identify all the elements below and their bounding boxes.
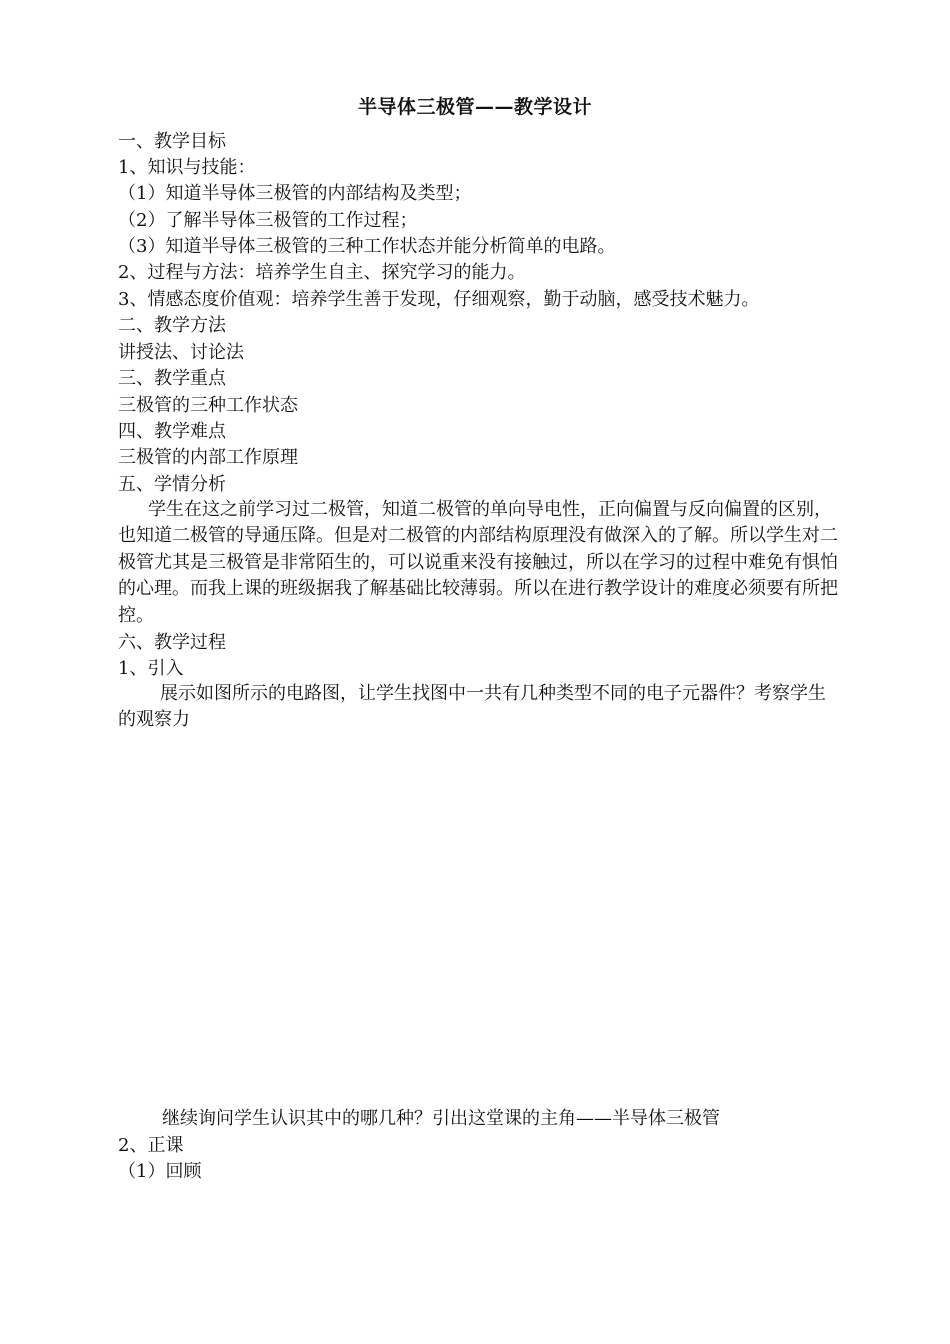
learner-analysis-paragraph [118,497,840,629]
main-lesson-item-review: （1）回顾 [118,1161,202,1182]
learner-analysis-text: 学生在这之前学习过二极管，知道二极管的单向导电性，正向偏置与反向偏置的区别，也知道二极管的导通压降。但是对二极管的内部结构原理没有做深入的了解。所以学生对二极管尤其是三极管是非常陌生的，可以说重来没有接触过，所以在学习的过程中难免有惧怕的心理。而我上课的班级据我了解基础比较薄弱。所以在进行教学设计的难度必须要有所把控。 [118,499,838,626]
subsection-process-method: 2、过程与方法：培养学生自主、探究学习的能力。 [118,262,526,283]
section-heading-key-points: 三、教学重点 [118,368,226,389]
methods-body: 讲授法、讨论法 [118,342,244,363]
document-title: 半导体三极管——教学设计 [357,96,592,118]
subsection-introduction: 1、引入 [118,658,184,679]
subsection-attitude-values: 3、情感态度价值观：培养学生善于发现，仔细观察，勤于动脑，感受技术魅力。 [118,289,760,310]
objective-item-3: （3）知道半导体三极管的三种工作状态并能分析简单的电路。 [118,236,616,257]
key-points-body: 三极管的三种工作状态 [118,395,298,416]
circuit-figure-area [118,744,840,1094]
subsection-main-lesson: 2、正课 [118,1135,184,1156]
section-heading-methods: 二、教学方法 [118,315,226,336]
section-heading-learner-analysis: 五、学情分析 [118,474,226,495]
introduction-text: 展示如图所示的电路图，让学生找图中一共有几种类型不同的电子元器件？考察学生的观察力 [118,683,826,731]
section-heading-process: 六、教学过程 [118,632,226,653]
section-heading-objectives: 一、教学目标 [118,131,226,152]
introduction-followup: 继续询问学生认识其中的哪几种？引出这堂课的主角——半导体三极管 [162,1108,720,1129]
objective-item-2: （2）了解半导体三极管的工作过程； [118,210,418,231]
difficulties-body: 三极管的内部工作原理 [118,447,298,468]
introduction-paragraph [118,681,840,734]
section-heading-difficulties: 四、教学难点 [118,421,226,442]
subsection-knowledge-skills: 1、知识与技能： [118,157,256,178]
objective-item-1: （1）知道半导体三极管的内部结构及类型； [118,183,472,204]
